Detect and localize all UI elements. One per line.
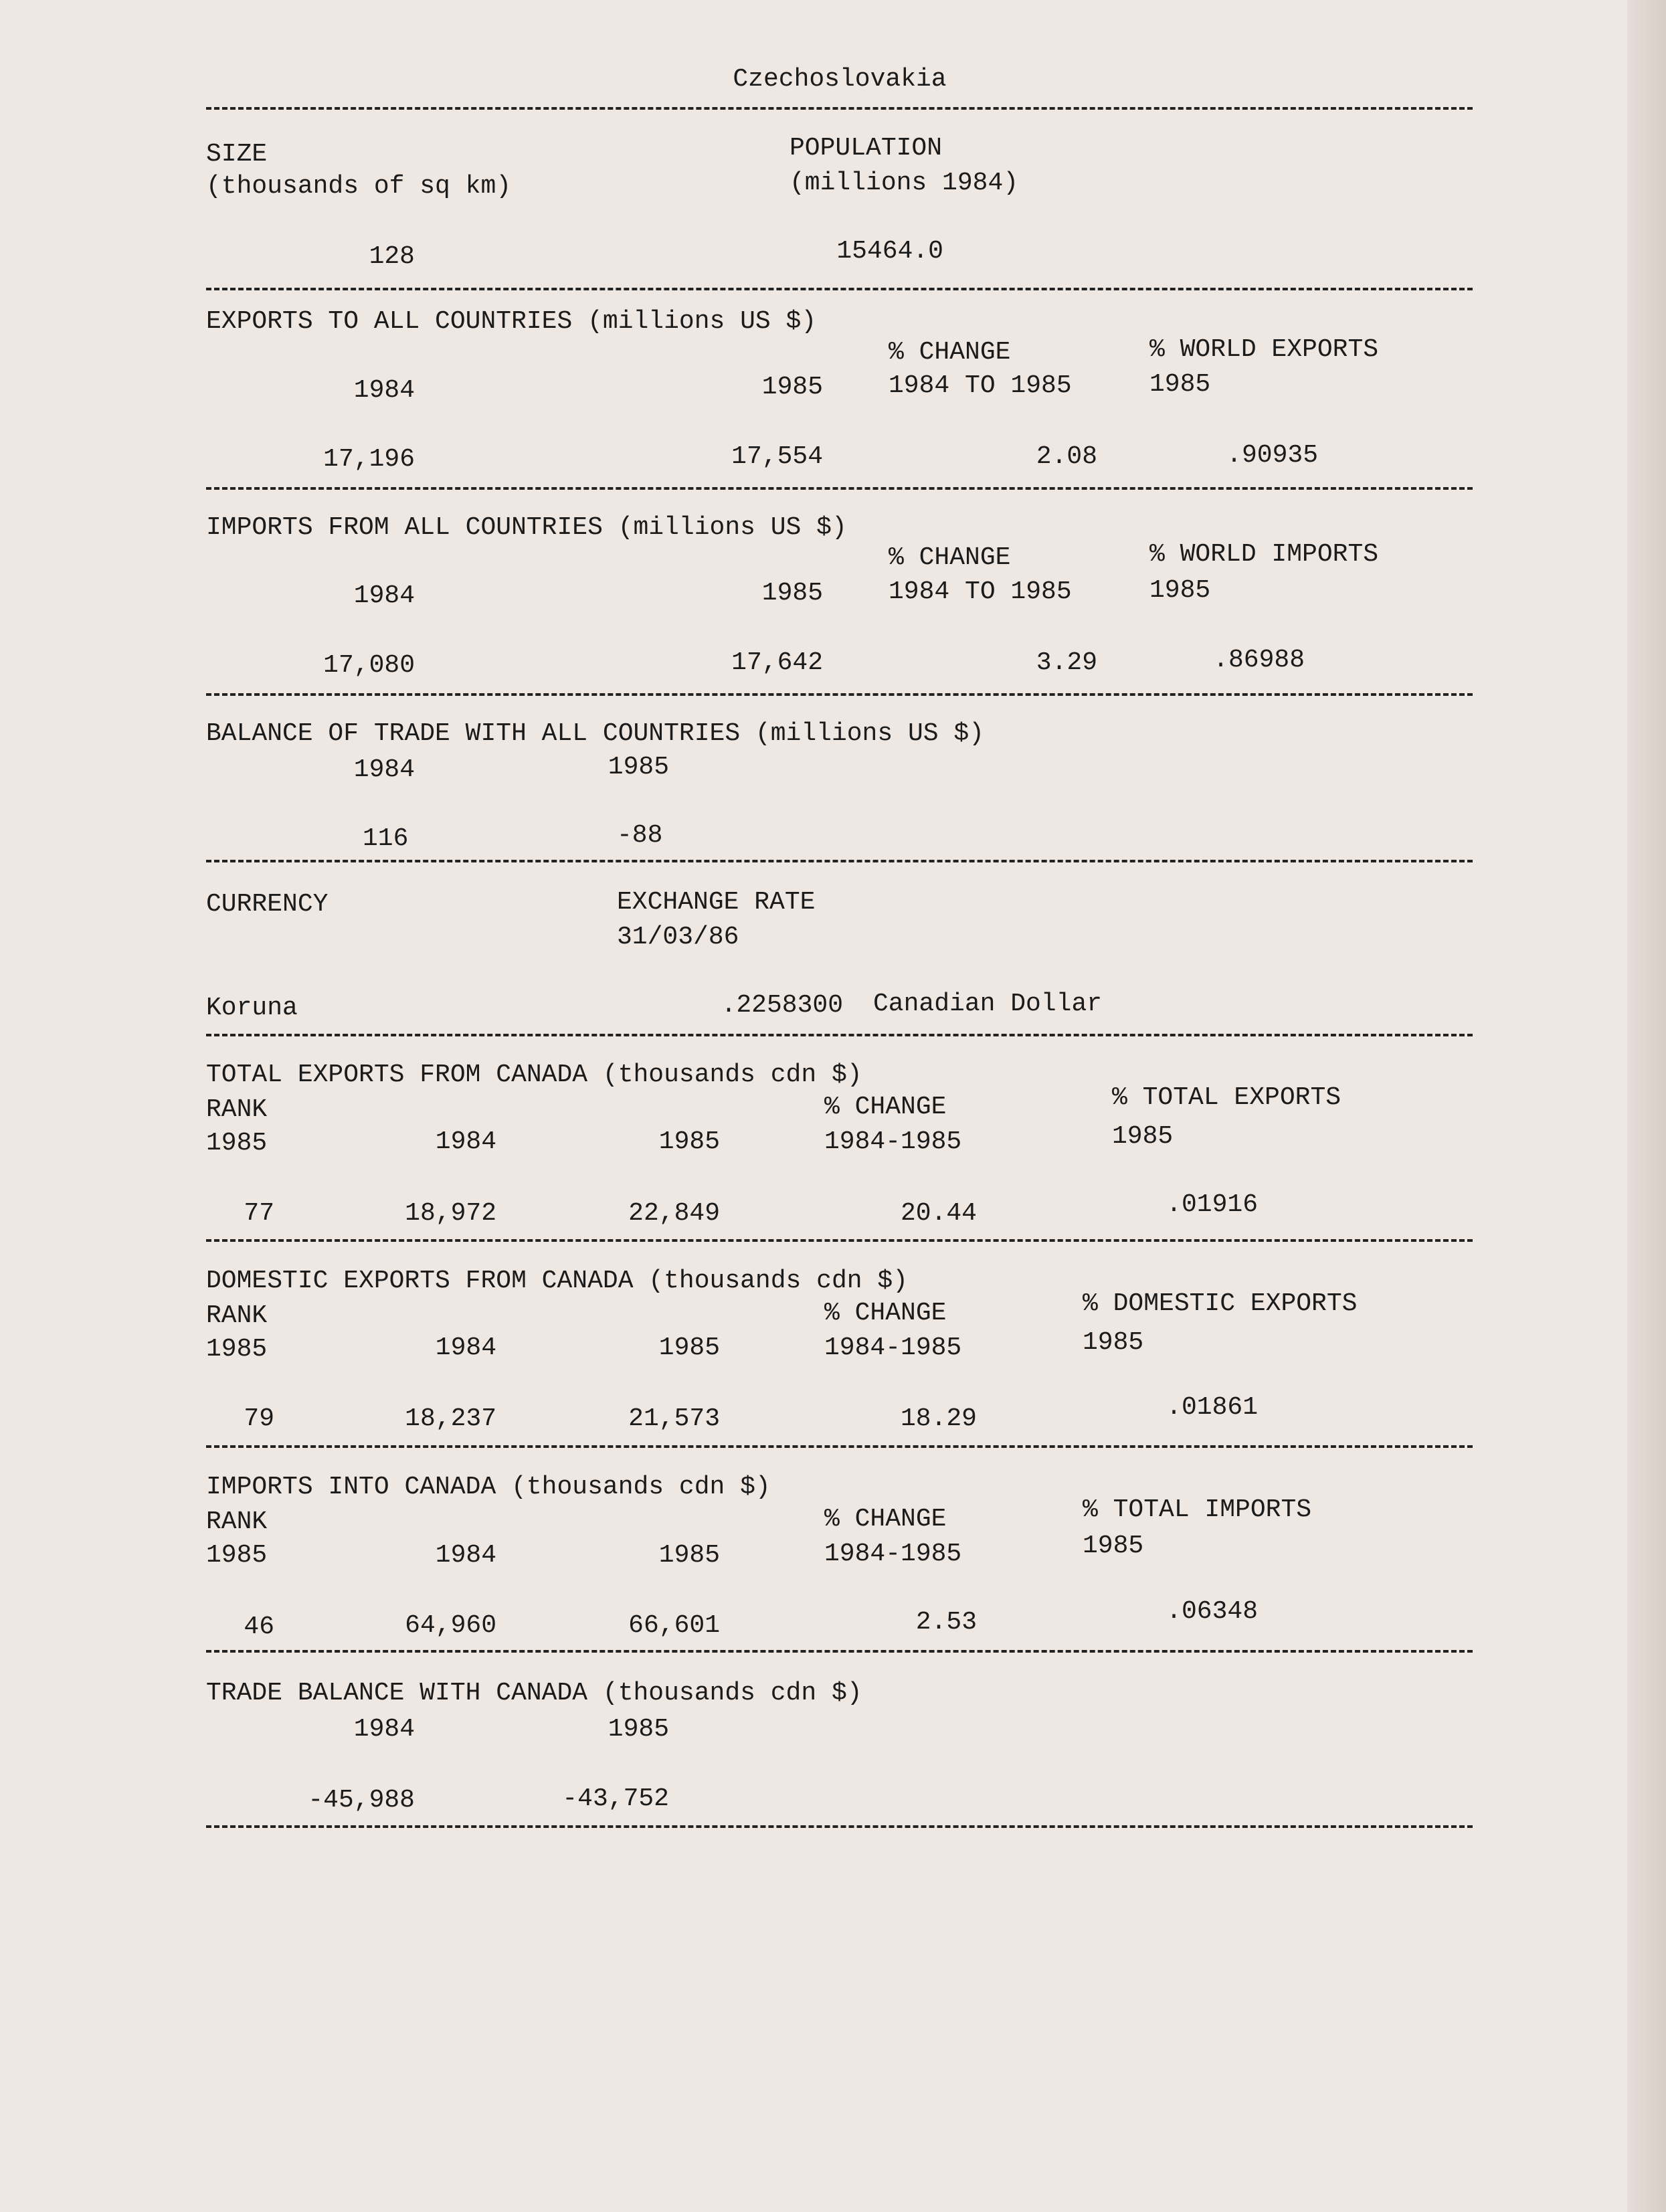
total-exports-canada-rank-label: RANK bbox=[206, 1095, 268, 1124]
imports-all-heading: IMPORTS FROM ALL COUNTRIES (millions US $) bbox=[206, 513, 847, 542]
domestic-exports-rank-value: 79 bbox=[244, 1404, 274, 1433]
section-divider bbox=[206, 1239, 1473, 1242]
balance-all-year-2: 1985 bbox=[608, 753, 669, 781]
total-exports-canada-rank-year: 1985 bbox=[206, 1129, 268, 1158]
domestic-exports-pct-change-header: % CHANGE bbox=[824, 1299, 947, 1327]
domestic-exports-pct-share-value: .01861 bbox=[1166, 1393, 1258, 1422]
balance-all-value-1984: 116 bbox=[363, 824, 409, 853]
imports-all-pct-world-value: .86988 bbox=[1213, 646, 1305, 674]
domestic-exports-value-1985: 21,573 bbox=[628, 1404, 720, 1433]
imports-all-pct-world-header: % WORLD IMPORTS bbox=[1149, 540, 1379, 569]
domestic-exports-rank-year: 1985 bbox=[206, 1335, 268, 1364]
imports-canada-year-2: 1985 bbox=[658, 1541, 720, 1570]
imports-all-year-1: 1984 bbox=[353, 581, 415, 610]
imports-canada-rank-year: 1985 bbox=[206, 1541, 268, 1570]
imports-canada-pct-change-header: % CHANGE bbox=[824, 1505, 947, 1534]
trade-balance-canada-year-2: 1985 bbox=[608, 1715, 669, 1744]
imports-all-pct-change-header: % CHANGE bbox=[889, 543, 1011, 572]
total-exports-canada-change-period: 1984-1985 bbox=[824, 1127, 962, 1156]
section-divider bbox=[206, 288, 1473, 290]
page-edge-shadow bbox=[1627, 0, 1666, 2212]
section-divider bbox=[206, 860, 1473, 862]
imports-canada-pct-change-value: 2.53 bbox=[915, 1608, 977, 1637]
currency-name: Koruna bbox=[206, 994, 298, 1022]
trade-balance-canada-year-1: 1984 bbox=[353, 1715, 415, 1744]
exports-all-heading: EXPORTS TO ALL COUNTRIES (millions US $) bbox=[206, 307, 817, 336]
population-label: POPULATION bbox=[790, 134, 943, 163]
page-title: Czechoslovakia bbox=[733, 65, 947, 94]
currency-label: CURRENCY bbox=[206, 890, 329, 919]
exports-all-pct-change-value: 2.08 bbox=[1036, 442, 1097, 471]
total-exports-canada-heading: TOTAL EXPORTS FROM CANADA (thousands cdn $) bbox=[206, 1061, 862, 1089]
balance-all-heading: BALANCE OF TRADE WITH ALL COUNTRIES (millions US $) bbox=[206, 719, 984, 748]
population-unit: (millions 1984) bbox=[790, 169, 1019, 197]
section-divider bbox=[206, 1825, 1473, 1828]
domestic-exports-heading: DOMESTIC EXPORTS FROM CANADA (thousands cdn $) bbox=[206, 1267, 908, 1295]
trade-balance-canada-value-1984: -45,988 bbox=[308, 1786, 415, 1815]
domestic-exports-year-1: 1984 bbox=[435, 1333, 496, 1362]
domestic-exports-share-year: 1985 bbox=[1083, 1328, 1144, 1357]
size-value: 128 bbox=[369, 242, 415, 271]
section-divider bbox=[206, 107, 1473, 110]
total-exports-canada-share-year: 1985 bbox=[1112, 1122, 1174, 1151]
section-divider bbox=[206, 487, 1473, 490]
imports-canada-year-1: 1984 bbox=[435, 1541, 496, 1570]
section-divider bbox=[206, 693, 1473, 696]
size-unit: (thousands of sq km) bbox=[206, 172, 512, 201]
exports-all-value-1984: 17,196 bbox=[323, 445, 415, 474]
imports-canada-change-period: 1984-1985 bbox=[824, 1540, 962, 1568]
total-exports-canada-pct-change-header: % CHANGE bbox=[824, 1093, 947, 1121]
total-exports-canada-pct-share-header: % TOTAL EXPORTS bbox=[1112, 1083, 1341, 1112]
section-divider bbox=[206, 1650, 1473, 1653]
exports-all-year-2: 1985 bbox=[761, 373, 823, 401]
imports-canada-value-1985: 66,601 bbox=[628, 1611, 720, 1640]
exports-all-pct-change-header: % CHANGE bbox=[889, 338, 1011, 367]
exports-all-pct-world-value: .90935 bbox=[1226, 441, 1318, 470]
section-divider bbox=[206, 1034, 1473, 1036]
balance-all-year-1: 1984 bbox=[353, 755, 415, 784]
section-divider bbox=[206, 1445, 1473, 1448]
domestic-exports-value-1984: 18,237 bbox=[405, 1404, 496, 1433]
total-exports-canada-rank-value: 77 bbox=[244, 1199, 274, 1228]
size-label: SIZE bbox=[206, 140, 268, 169]
imports-canada-rank-label: RANK bbox=[206, 1507, 268, 1536]
domestic-exports-change-period: 1984-1985 bbox=[824, 1333, 962, 1362]
imports-canada-pct-share-header: % TOTAL IMPORTS bbox=[1083, 1495, 1312, 1524]
imports-canada-value-1984: 64,960 bbox=[405, 1611, 496, 1640]
exports-all-pct-world-header: % WORLD EXPORTS bbox=[1149, 335, 1379, 364]
imports-canada-pct-share-value: .06348 bbox=[1166, 1597, 1258, 1626]
imports-all-value-1985: 17,642 bbox=[731, 648, 823, 677]
domestic-exports-rank-label: RANK bbox=[206, 1301, 268, 1330]
imports-all-pct-change-value: 3.29 bbox=[1036, 648, 1097, 677]
exports-all-value-1985: 17,554 bbox=[731, 442, 823, 471]
total-exports-canada-pct-change-value: 20.44 bbox=[900, 1199, 977, 1228]
total-exports-canada-value-1984: 18,972 bbox=[405, 1199, 496, 1228]
imports-canada-heading: IMPORTS INTO CANADA (thousands cdn $) bbox=[206, 1473, 771, 1501]
imports-all-world-year: 1985 bbox=[1149, 576, 1211, 605]
domestic-exports-pct-share-header: % DOMESTIC EXPORTS bbox=[1083, 1289, 1358, 1318]
domestic-exports-year-2: 1985 bbox=[658, 1333, 720, 1362]
trade-balance-canada-heading: TRADE BALANCE WITH CANADA (thousands cdn $) bbox=[206, 1679, 862, 1708]
exchange-rate-label: EXCHANGE RATE bbox=[617, 888, 816, 917]
total-exports-canada-pct-share-value: .01916 bbox=[1166, 1190, 1258, 1219]
imports-canada-rank-value: 46 bbox=[244, 1612, 274, 1641]
total-exports-canada-value-1985: 22,849 bbox=[628, 1199, 720, 1228]
exports-all-year-1: 1984 bbox=[353, 376, 415, 405]
exports-all-world-year: 1985 bbox=[1149, 370, 1211, 399]
total-exports-canada-year-1: 1984 bbox=[435, 1127, 496, 1156]
population-value: 15464.0 bbox=[836, 237, 943, 266]
balance-all-value-1985: -88 bbox=[617, 821, 663, 850]
exchange-rate-currency: Canadian Dollar bbox=[873, 990, 1103, 1018]
exchange-rate-value: .2258300 bbox=[721, 991, 843, 1020]
imports-canada-share-year: 1985 bbox=[1083, 1532, 1144, 1560]
exports-all-change-period: 1984 TO 1985 bbox=[889, 371, 1072, 400]
domestic-exports-pct-change-value: 18.29 bbox=[900, 1404, 977, 1433]
imports-all-change-period: 1984 TO 1985 bbox=[889, 577, 1072, 606]
total-exports-canada-year-2: 1985 bbox=[658, 1127, 720, 1156]
trade-balance-canada-value-1985: -43,752 bbox=[562, 1784, 669, 1813]
imports-all-value-1984: 17,080 bbox=[323, 651, 415, 680]
exchange-rate-date: 31/03/86 bbox=[617, 923, 739, 951]
imports-all-year-2: 1985 bbox=[761, 579, 823, 608]
